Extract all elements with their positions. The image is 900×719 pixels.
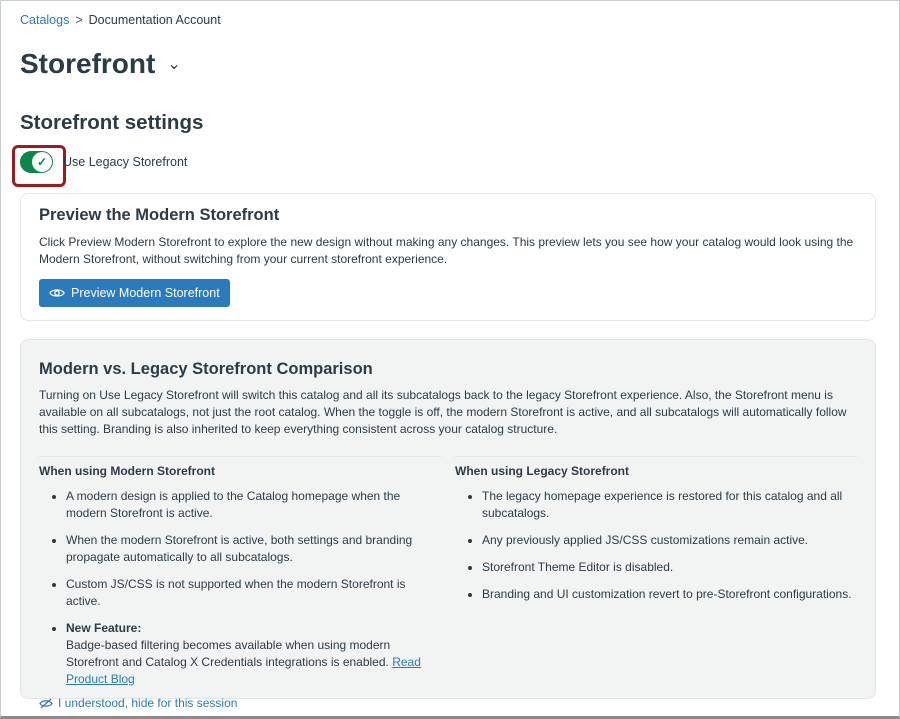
eye-slash-icon bbox=[39, 698, 53, 709]
modern-heading: When using Modern Storefront bbox=[39, 464, 215, 478]
preview-modern-storefront-button[interactable] bbox=[39, 279, 230, 307]
breadcrumb-current: Documentation Account bbox=[88, 13, 221, 27]
comparison-title: Modern vs. Legacy Storefront Comparison bbox=[39, 360, 373, 378]
legacy-heading: When using Legacy Storefront bbox=[455, 464, 630, 478]
hide-link-label: I understood, hide for this session bbox=[58, 696, 238, 710]
page-title: Storefront bbox=[20, 48, 156, 79]
read-product-blog-link[interactable]: Read Product Blog bbox=[66, 655, 421, 686]
list-item: • Branding and UI customization revert to pre-Storefront configurations. bbox=[482, 586, 857, 603]
legacy-storefront-toggle[interactable] bbox=[20, 151, 53, 173]
legacy-storefront-toggle-row bbox=[20, 151, 187, 173]
modern-column bbox=[39, 456, 441, 710]
eye-icon bbox=[49, 287, 65, 299]
chevron-down-icon[interactable]: ⌄ bbox=[167, 56, 181, 73]
hide-session-link[interactable] bbox=[39, 696, 441, 710]
page-title-menu[interactable] bbox=[20, 48, 181, 80]
list-item: • The legacy homepage experience is restored for this catalog and all subcatalogs. bbox=[482, 488, 857, 522]
breadcrumb bbox=[20, 13, 221, 27]
preview-card bbox=[20, 193, 876, 321]
breadcrumb-catalogs-link[interactable]: Catalogs bbox=[20, 13, 70, 27]
list-item: • Any previously applied JS/CSS customizations remain active. bbox=[482, 532, 857, 549]
new-feature-body: Badge-based filtering becomes available when using modern Storefront and Catalog X Credentials integrations is enabled. bbox=[66, 638, 391, 669]
comparison-intro: Turning on Use Legacy Storefront will switch this catalog and all its subcatalogs back to the legacy Storefront experience. Also, the Storefront menu is available on all subcatalogs, not just the root catalog. When the toggle is off, the modern Storefront is active, and all subcatalogs will automatically follow this setting. Branding is also inherited to keep everything consistent across your catalog structure. bbox=[39, 388, 847, 436]
check-icon: ✓ bbox=[32, 152, 52, 172]
section-title: Storefront settings bbox=[20, 111, 204, 134]
chevron-right-icon: > bbox=[75, 13, 83, 27]
list-item: • A modern design is applied to the Catalog homepage when the modern Storefront is active. bbox=[66, 488, 441, 522]
list-item: • When the modern Storefront is active, both settings and branding propagate automatically to all subcatalogs. bbox=[66, 532, 441, 566]
list-item: • Storefront Theme Editor is disabled. bbox=[482, 559, 857, 576]
preview-title: Preview the Modern Storefront bbox=[39, 206, 280, 224]
preview-description: Click Preview Modern Storefront to explore the new design without making any changes. This preview lets you see how your catalog would look using the Modern Storefront, without switching from your current storefront experience. bbox=[39, 235, 854, 266]
legacy-column bbox=[455, 456, 857, 710]
button-label: Preview Modern Storefront bbox=[71, 286, 220, 300]
new-feature-item bbox=[66, 620, 441, 688]
comparison-panel bbox=[20, 339, 876, 710]
toggle-label: Use Legacy Storefront bbox=[63, 155, 188, 169]
list-item: • Custom JS/CSS is not supported when the modern Storefront is active. bbox=[66, 576, 441, 610]
new-feature-title: New Feature: bbox=[66, 621, 142, 635]
